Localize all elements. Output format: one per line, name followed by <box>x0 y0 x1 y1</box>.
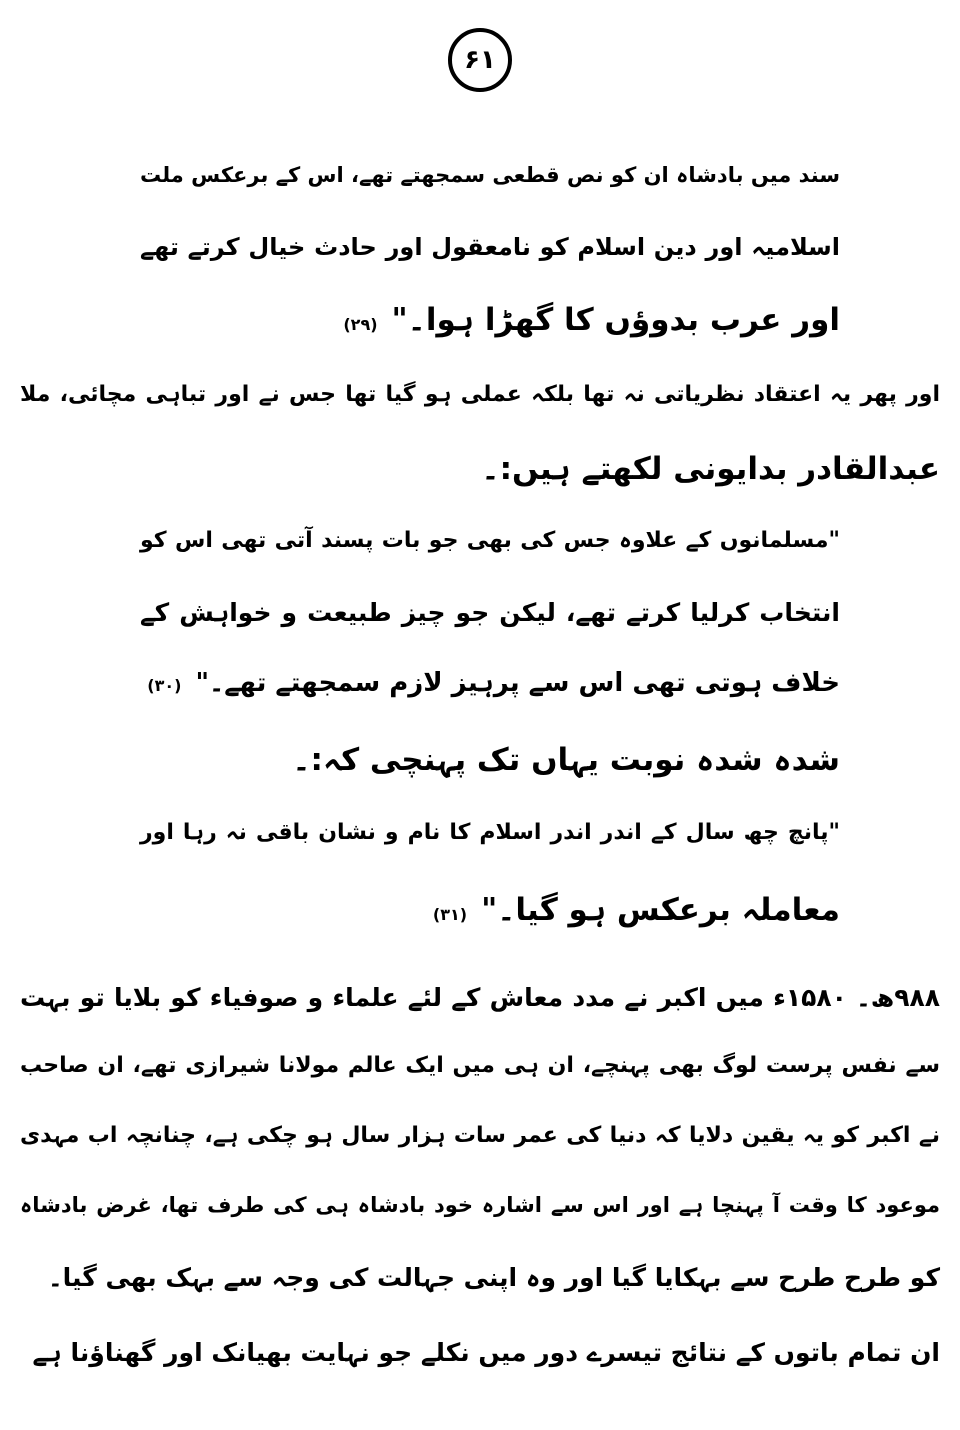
text-line <box>140 892 840 928</box>
page-number: ۶۱ <box>448 28 512 92</box>
text-line: "پانچ چھ سال کے اندر اندر اسلام کا نام و نشان باقی نہ رہا اور <box>140 820 840 845</box>
text-line: اور پھر یہ اعتقاد نظریاتی نہ تھا بلکہ عملی ہو گیا تھا جس نے اور تباہی مچائی، ملا <box>20 382 940 407</box>
text-line: ۹۸۸ھ۔ ۱۵۸۰ء میں اکبر نے مدد معاش کے لئے علماء و صوفیاء کو بلایا تو بہت <box>20 983 940 1012</box>
quote-ending: اور عرب بدوؤں کا گھڑا ہوا۔" <box>391 302 840 338</box>
text-line: اسلامیہ اور دین اسلام کو نامعقول اور حادث خیال کرتے تھے <box>140 233 840 261</box>
text-line: کو طرح طرح سے بہکایا گیا اور وہ اپنی جہالت کی وجہ سے بہک بھی گیا۔ <box>47 1263 940 1292</box>
text-line: عبدالقادر بدایونی لکھتے ہیں:۔ <box>481 451 940 487</box>
reference-number: (۳۱) <box>432 905 468 924</box>
text-line: ان تمام باتوں کے نتائج تیسرے دور میں نکلے جو نہایت بھیانک اور گھناؤنا ہے <box>32 1338 940 1367</box>
text-line: "مسلمانوں کے علاوہ جس کی بھی جو بات پسند آتی تھی اس کو <box>140 528 840 553</box>
text-line <box>140 302 840 338</box>
text-line: سے نفس پرست لوگ بھی پہنچے، ان ہی میں ایک عالم مولانا شیرازی تھے، ان صاحب <box>20 1053 940 1078</box>
text-line: انتخاب کرلیا کرتے تھے، لیکن جو چیز طبیعت و خواہش کے <box>140 598 840 627</box>
text-line: نے اکبر کو یہ یقین دلایا کہ دنیا کی عمر سات ہزار سال ہو چکی ہے، چنانچہ اب مہدی <box>20 1123 940 1148</box>
reference-number: (۲۹) <box>343 315 378 334</box>
text-line: شدہ شدہ نوبت یہاں تک پہنچی کہ:۔ <box>292 742 840 778</box>
quote-ending: خلاف ہوتی تھی اس سے پرہیز لازم سمجھتے تھے۔" <box>195 668 840 698</box>
text-line: سند میں بادشاہ ان کو نص قطعی سمجھتے تھے، اس کے برعکس ملت <box>140 163 840 187</box>
reference-number: (۳۰) <box>147 676 182 695</box>
text-line <box>140 670 840 696</box>
text-line: موعود کا وقت آ پہنچا ہے اور اس سے اشارہ خود بادشاہ ہی کی طرف تھا، غرض بادشاہ <box>20 1193 940 1217</box>
quote-ending: معاملہ برعکس ہو گیا۔" <box>481 892 840 928</box>
